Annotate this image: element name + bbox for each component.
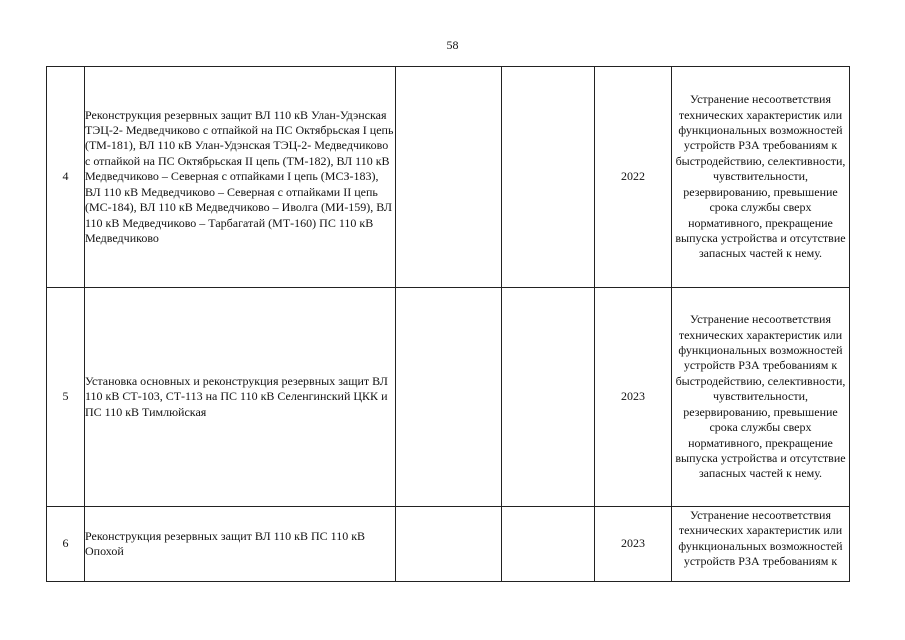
row-cell-4 [502, 507, 595, 582]
row-cell-3 [396, 67, 502, 288]
row-reason: Устранение несоответствия технических характеристик или функциональных возможностей устройств РЗА требованиям к [678, 508, 843, 569]
row-description: Реконструкция резервных защит ВЛ 110 кВ Улан-Удэнская ТЭЦ-2- Медведчиково с отпайкой на ПС Октябрьская I цепь (ТМ-181), ВЛ 110 кВ Улан-Удэнская ТЭЦ-2- Медведчиково с отпайкой на ПС Октябрьская II цепь (ТМ-182), ВЛ 110 кВ Медведчиково – Северная с отпайками I цепь (МСЗ-183), ВЛ 110 кВ Медведчиково – Северная с отпайками II цепь (МС-184), ВЛ 110 кВ Медведчиково – Иволга (МИ-159), ВЛ 110 кВ Медведчиково – Тарбагатай (МТ-160) ПС 110 кВ Медведчиково [85, 67, 396, 288]
table-row [47, 288, 850, 507]
row-reason: Устранение несоответствия технических характеристик или функциональных возможностей устройств РЗА требованиям к быстродействию, селективности, чувствительности, резервированию, превышение срока службы сверх нормативного, прекращение выпуска устройства и отсутствие запасных частей к нему. [672, 67, 850, 288]
row-description: Реконструкция резервных защит ВЛ 110 кВ ПС 110 кВ Опохой [85, 507, 396, 582]
row-description: Установка основных и реконструкция резервных защит ВЛ 110 кВ СТ-103, СТ-113 на ПС 110 кВ Селенгинский ЦКК и ПС 110 кВ Тимлюйская [85, 288, 396, 507]
row-cell-3 [396, 288, 502, 507]
row-number: 5 [47, 288, 85, 507]
row-year: 2022 [595, 67, 672, 288]
table-row [47, 507, 850, 582]
row-number: 4 [47, 67, 85, 288]
page-number: 58 [446, 38, 459, 52]
projects-table [46, 66, 850, 582]
row-cell-3 [396, 507, 502, 582]
row-year: 2023 [595, 288, 672, 507]
row-year: 2023 [595, 507, 672, 582]
row-reason: Устранение несоответствия технических характеристик или функциональных возможностей устройств РЗА требованиям к быстродействию, селективности, чувствительности, резервированию, превышение срока службы сверх нормативного, прекращение выпуска устройства и отсутствие запасных частей к нему. [672, 288, 850, 507]
table-row [47, 67, 850, 288]
row-cell-4 [502, 67, 595, 288]
row-cell-4 [502, 288, 595, 507]
row-number: 6 [47, 507, 85, 582]
row-reason-cell [672, 507, 850, 582]
